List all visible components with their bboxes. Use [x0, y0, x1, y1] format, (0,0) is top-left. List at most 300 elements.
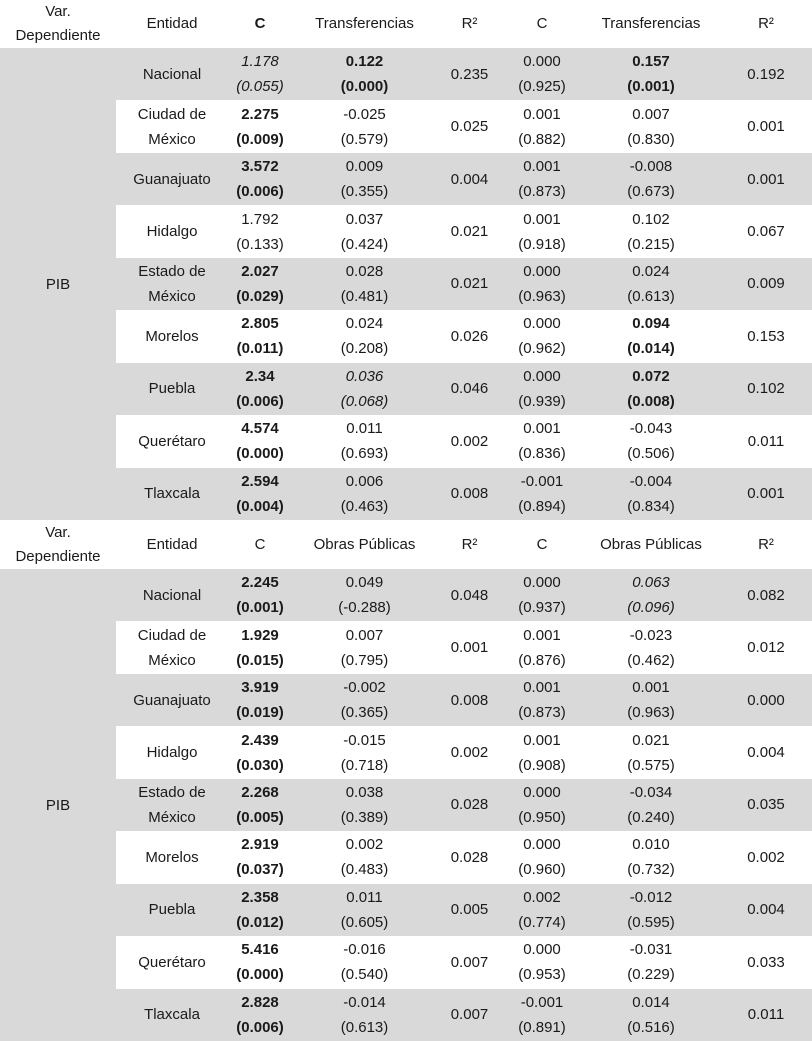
header-r2: R² [758, 536, 774, 553]
coefficient-value: -0.043 [629, 420, 673, 438]
coef-c2-cell [502, 415, 582, 467]
header-var-line: Dependiente [15, 27, 101, 44]
entidad-line: Ciudad de [137, 105, 207, 123]
coef-c2-cell [502, 936, 582, 988]
coef-x1-cell [292, 468, 437, 520]
coefficient-value: 0.001 [523, 626, 561, 644]
coefficient-value: -0.002 [343, 679, 386, 697]
p-value: (0.462) [627, 651, 675, 669]
entidad-cell [116, 468, 228, 520]
header-r1: R² [461, 15, 478, 32]
p-value: (0.424) [340, 235, 389, 253]
coef-c2-cell [502, 884, 582, 936]
entidad-cell [116, 310, 228, 362]
coefficient-value: 2.358 [241, 888, 279, 906]
header-x1: Obras Públicas [313, 536, 416, 553]
p-value: (0.873) [518, 704, 566, 722]
table-header [0, 0, 812, 48]
coefficient-value: 0.094 [632, 315, 670, 333]
coefficient-value: 0.000 [523, 315, 561, 333]
coef-x1-cell [292, 884, 437, 936]
coefficient-value: -0.008 [629, 158, 673, 176]
r2-cell: 0.009 [747, 275, 785, 293]
p-value: (0.055) [236, 78, 284, 96]
r2-cell: 0.102 [747, 380, 785, 398]
coefficient-value: 0.036 [345, 367, 384, 385]
entidad-cell [116, 415, 228, 467]
coef-c1-cell [228, 415, 292, 467]
header-var-line: Dependiente [15, 548, 101, 565]
p-value: (0.613) [627, 287, 675, 305]
table-row [116, 674, 812, 726]
header-var-line: Var. [45, 3, 71, 20]
coefficient-value: 0.038 [345, 783, 384, 801]
coef-x1-cell [292, 258, 437, 310]
coef-x2-cell [582, 100, 720, 152]
r2-cell: 0.067 [747, 223, 785, 241]
p-value: (0.008) [627, 392, 675, 410]
coef-x2-cell [582, 205, 720, 257]
table-row [116, 884, 812, 936]
coef-c1-cell [228, 884, 292, 936]
coef-c2-cell [502, 726, 582, 778]
coefficient-value: 2.027 [241, 262, 279, 280]
coef-c1-cell [228, 310, 292, 362]
p-value: (0.240) [627, 808, 675, 826]
coefficient-value: -0.023 [629, 626, 673, 644]
r1-cell: 0.001 [450, 639, 489, 657]
coef-x1-cell [292, 989, 437, 1041]
entidad-line: Hidalgo [146, 744, 198, 762]
coefficient-value: 0.002 [523, 888, 561, 906]
table-row [116, 779, 812, 831]
coefficient-value: -0.015 [343, 731, 386, 749]
coef-x2-cell [582, 569, 720, 621]
p-value: (0.389) [340, 808, 389, 826]
p-value: (0.006) [236, 183, 284, 201]
coefficient-value: 5.416 [241, 941, 279, 959]
coefficient-value: 0.000 [523, 783, 561, 801]
p-value: (0.030) [236, 756, 284, 774]
coef-c2-cell [502, 569, 582, 621]
p-value: (0.894) [518, 497, 566, 515]
coefficient-value: 3.572 [241, 158, 279, 176]
coef-x1-cell [292, 569, 437, 621]
header-var-dependiente [0, 521, 116, 569]
table-row [116, 831, 812, 883]
coef-x2-cell [582, 674, 720, 726]
coefficient-value: 2.275 [241, 105, 279, 123]
r1-cell: 0.007 [450, 953, 489, 971]
coefficient-value: 0.002 [345, 836, 384, 854]
coef-c1-cell [228, 621, 292, 673]
r2-cell: 0.001 [747, 485, 785, 503]
p-value: (0.950) [518, 808, 566, 826]
coefficient-value: 0.021 [632, 731, 670, 749]
table-row [116, 310, 812, 362]
p-value: (0.365) [340, 704, 389, 722]
entidad-line: Nacional [142, 65, 202, 83]
p-value: (0.774) [518, 913, 566, 931]
p-value: (0.001) [627, 78, 675, 96]
p-value: (0.096) [627, 599, 675, 617]
r1-cell: 0.028 [450, 796, 489, 814]
r1-cell: 0.235 [450, 65, 489, 83]
coefficient-value: 1.178 [241, 53, 279, 71]
coefficient-value: -0.012 [629, 888, 673, 906]
r2-cell: 0.004 [747, 744, 785, 762]
coefficient-value: 0.001 [523, 158, 561, 176]
coef-c2-cell [502, 468, 582, 520]
r2-cell: 0.012 [747, 639, 785, 657]
coefficient-value: 0.007 [345, 626, 384, 644]
coefficient-value: 0.000 [523, 574, 561, 592]
entidad-line: México [148, 130, 196, 148]
table-body [0, 48, 812, 520]
r2-cell: 0.082 [747, 586, 785, 604]
coefficient-value: 0.063 [632, 574, 670, 592]
p-value: (0.718) [340, 756, 389, 774]
coef-c1-cell [228, 569, 292, 621]
coef-x1-cell [292, 831, 437, 883]
p-value: (0.004) [236, 497, 284, 515]
coef-c2-cell [502, 779, 582, 831]
r1-cell: 0.025 [450, 118, 489, 136]
coef-x1-cell [292, 205, 437, 257]
coef-c1-cell [228, 48, 292, 100]
coefficient-value: 2.439 [241, 731, 279, 749]
header-r1: R² [461, 536, 478, 553]
coefficient-value: 0.007 [632, 105, 670, 123]
entidad-cell [116, 621, 228, 673]
coef-x2-cell [582, 48, 720, 100]
header-var-dependiente [0, 0, 116, 48]
p-value: (0.463) [340, 497, 389, 515]
coefficient-value: 1.929 [241, 626, 279, 644]
coefficient-value: 2.245 [241, 574, 279, 592]
r1-cell: 0.046 [450, 380, 489, 398]
coef-x1-cell [292, 779, 437, 831]
entidad-cell [116, 48, 228, 100]
table-row [116, 726, 812, 778]
table-row [116, 468, 812, 520]
entidad-line: Querétaro [138, 953, 206, 971]
r2-cell: 0.002 [747, 848, 785, 866]
coefficient-value: 2.828 [241, 993, 279, 1011]
p-value: (0.937) [518, 599, 566, 617]
coef-x2-cell [582, 415, 720, 467]
entidad-line: Morelos [145, 848, 199, 866]
p-value: (0.882) [518, 130, 566, 148]
p-value: (0.015) [236, 651, 284, 669]
coef-c1-cell [228, 205, 292, 257]
header-x2: Obras Públicas [600, 536, 702, 553]
r2-cell: 0.001 [747, 170, 785, 188]
coefficient-value: -0.001 [520, 993, 564, 1011]
coef-x2-cell [582, 884, 720, 936]
entidad-cell [116, 258, 228, 310]
coef-x1-cell [292, 48, 437, 100]
coefficient-value: 0.049 [345, 574, 384, 592]
p-value: (0.000) [236, 966, 284, 984]
coef-c1-cell [228, 831, 292, 883]
coefficient-value: 0.102 [632, 210, 670, 228]
r1-cell: 0.021 [450, 275, 489, 293]
p-value: (0.506) [627, 445, 675, 463]
table-row [116, 989, 812, 1041]
coefficient-value: 0.001 [523, 731, 561, 749]
regression-table-transferencias [0, 0, 812, 520]
p-value: (0.575) [627, 756, 675, 774]
entidad-cell [116, 569, 228, 621]
coef-c2-cell [502, 258, 582, 310]
header-x2: Transferencias [601, 15, 701, 32]
r1-cell: 0.026 [450, 327, 489, 345]
p-value: (0.918) [518, 235, 566, 253]
coef-x2-cell [582, 258, 720, 310]
p-value: (0.939) [518, 392, 566, 410]
p-value: (0.000) [340, 78, 389, 96]
coefficient-value: 0.024 [632, 262, 670, 280]
coef-c2-cell [502, 205, 582, 257]
coefficient-value: 0.010 [632, 836, 670, 854]
header-c2: C [536, 15, 548, 32]
p-value: (0.009) [236, 130, 284, 148]
r2-cell: 0.192 [747, 65, 785, 83]
coefficient-value: 0.122 [345, 53, 384, 71]
coef-x1-cell [292, 415, 437, 467]
coef-c1-cell [228, 936, 292, 988]
p-value: (0.613) [340, 1018, 389, 1036]
coefficient-value: -0.034 [629, 783, 673, 801]
r2-cell: 0.153 [747, 327, 785, 345]
header-c2: C [536, 536, 548, 553]
p-value: (0.595) [627, 913, 675, 931]
coefficient-value: 0.001 [523, 210, 561, 228]
p-value: (0.516) [627, 1018, 675, 1036]
coef-x2-cell [582, 153, 720, 205]
p-value: (-0.288) [338, 599, 391, 617]
p-value: (0.019) [236, 704, 284, 722]
coefficient-value: 0.000 [523, 836, 561, 854]
coef-x1-cell [292, 100, 437, 152]
entidad-cell [116, 726, 228, 778]
coef-x1-cell [292, 363, 437, 415]
header-r2: R² [758, 15, 774, 32]
coef-c2-cell [502, 48, 582, 100]
table-row [116, 205, 812, 257]
r2-cell: 0.001 [747, 118, 785, 136]
coefficient-value: 0.014 [632, 993, 670, 1011]
coef-c1-cell [228, 674, 292, 726]
p-value: (0.029) [236, 287, 284, 305]
entidad-line: Guanajuato [133, 691, 211, 709]
p-value: (0.891) [518, 1018, 566, 1036]
entidad-line: Nacional [142, 586, 202, 604]
coefficient-value: -0.001 [520, 472, 564, 490]
p-value: (0.006) [236, 1018, 284, 1036]
table-row [116, 100, 812, 152]
coef-x2-cell [582, 363, 720, 415]
coef-c1-cell [228, 153, 292, 205]
r2-cell: 0.004 [747, 901, 785, 919]
coefficient-value: 2.34 [245, 367, 275, 385]
coef-c2-cell [502, 674, 582, 726]
r1-cell: 0.002 [450, 744, 489, 762]
p-value: (0.133) [236, 235, 284, 253]
coefficient-value: -0.014 [343, 993, 386, 1011]
entidad-line: Guanajuato [133, 170, 211, 188]
p-value: (0.068) [340, 392, 389, 410]
coef-x1-cell [292, 621, 437, 673]
header-entidad: Entidad [146, 15, 198, 32]
table-row [116, 936, 812, 988]
coef-c2-cell [502, 621, 582, 673]
p-value: (0.215) [627, 235, 675, 253]
p-value: (0.873) [518, 183, 566, 201]
p-value: (0.795) [340, 651, 389, 669]
coef-x2-cell [582, 468, 720, 520]
coef-c2-cell [502, 363, 582, 415]
entidad-line: Tlaxcala [144, 1006, 200, 1024]
p-value: (0.836) [518, 445, 566, 463]
coef-c2-cell [502, 153, 582, 205]
r1-cell: 0.004 [450, 170, 489, 188]
entidad-line: Estado de [138, 783, 206, 801]
coefficient-value: 0.001 [632, 679, 670, 697]
p-value: (0.962) [518, 340, 566, 358]
coefficient-value: 0.000 [523, 941, 561, 959]
entidad-line: Puebla [148, 901, 196, 919]
coefficient-value: 0.009 [345, 158, 384, 176]
entidad-line: México [148, 808, 196, 826]
p-value: (0.355) [340, 183, 389, 201]
coef-x1-cell [292, 310, 437, 362]
p-value: (0.011) [236, 340, 284, 358]
p-value: (0.925) [518, 78, 566, 96]
coef-c1-cell [228, 989, 292, 1041]
coefficient-value: 4.574 [241, 420, 279, 438]
p-value: (0.208) [340, 340, 389, 358]
coefficient-value: 0.072 [632, 367, 670, 385]
coef-c2-cell [502, 989, 582, 1041]
coefficient-value: 0.001 [523, 679, 561, 697]
p-value: (0.960) [518, 861, 566, 879]
entidad-cell [116, 831, 228, 883]
p-value: (0.673) [627, 183, 675, 201]
coefficient-value: -0.031 [629, 941, 673, 959]
p-value: (0.012) [236, 913, 284, 931]
table-row [116, 415, 812, 467]
coef-c1-cell [228, 258, 292, 310]
coef-x2-cell [582, 779, 720, 831]
coef-c1-cell [228, 100, 292, 152]
r1-cell: 0.028 [450, 848, 489, 866]
entidad-cell [116, 363, 228, 415]
coef-x1-cell [292, 936, 437, 988]
p-value: (0.605) [340, 913, 389, 931]
r1-cell: 0.048 [450, 586, 489, 604]
coefficient-value: 0.024 [345, 315, 384, 333]
coef-x2-cell [582, 936, 720, 988]
table-row [116, 258, 812, 310]
coefficient-value: 0.037 [345, 210, 384, 228]
dependent-variable-label: PIB [45, 796, 71, 814]
p-value: (0.834) [627, 497, 675, 515]
r2-cell: 0.035 [747, 796, 785, 814]
coef-x2-cell [582, 621, 720, 673]
p-value: (0.037) [236, 861, 284, 879]
entidad-line: Querétaro [138, 432, 206, 450]
p-value: (0.732) [627, 861, 675, 879]
header-c1: C [254, 536, 266, 553]
coefficient-value: 0.011 [346, 420, 383, 438]
table-row [116, 48, 812, 100]
coef-x2-cell [582, 831, 720, 883]
entidad-cell [116, 779, 228, 831]
table-row [116, 363, 812, 415]
coef-x2-cell [582, 989, 720, 1041]
p-value: (0.876) [518, 651, 566, 669]
entidad-line: Ciudad de [137, 626, 207, 644]
coefficient-value: -0.025 [343, 105, 386, 123]
p-value: (0.006) [236, 392, 284, 410]
r1-cell: 0.005 [450, 901, 489, 919]
coef-c2-cell [502, 310, 582, 362]
p-value: (0.579) [340, 130, 389, 148]
coefficient-value: 2.919 [241, 836, 279, 854]
r2-cell: 0.000 [747, 691, 785, 709]
p-value: (0.963) [518, 287, 566, 305]
p-value: (0.005) [236, 808, 284, 826]
p-value: (0.830) [627, 130, 675, 148]
r2-cell: 0.011 [747, 1006, 785, 1024]
entidad-cell [116, 100, 228, 152]
coef-c1-cell [228, 779, 292, 831]
coef-c1-cell [228, 363, 292, 415]
p-value: (0.908) [518, 756, 566, 774]
coef-x2-cell [582, 310, 720, 362]
table-body [0, 569, 812, 1041]
coef-c1-cell [228, 726, 292, 778]
coefficient-value: 0.001 [523, 420, 561, 438]
coefficient-value: -0.004 [629, 472, 673, 490]
p-value: (0.483) [340, 861, 389, 879]
p-value: (0.001) [236, 599, 284, 617]
p-value: (0.481) [340, 287, 389, 305]
header-c1: C [254, 15, 266, 32]
r1-cell: 0.007 [450, 1006, 489, 1024]
r1-cell: 0.008 [450, 691, 489, 709]
coefficient-value: 2.805 [241, 315, 279, 333]
regression-table-obras-publicas [0, 521, 812, 1041]
entidad-line: Estado de [138, 262, 206, 280]
coefficient-value: 0.000 [523, 262, 561, 280]
coef-x2-cell [582, 726, 720, 778]
entidad-cell [116, 936, 228, 988]
coefficient-value: 1.792 [241, 210, 279, 228]
p-value: (0.963) [627, 704, 675, 722]
entidad-cell [116, 674, 228, 726]
coefficient-value: 2.594 [241, 472, 279, 490]
entidad-cell [116, 153, 228, 205]
entidad-line: México [148, 287, 196, 305]
entidad-line: México [148, 651, 196, 669]
coef-x1-cell [292, 153, 437, 205]
header-x1: Transferencias [315, 15, 414, 32]
entidad-line: Hidalgo [146, 223, 198, 241]
coefficient-value: 2.268 [241, 783, 279, 801]
